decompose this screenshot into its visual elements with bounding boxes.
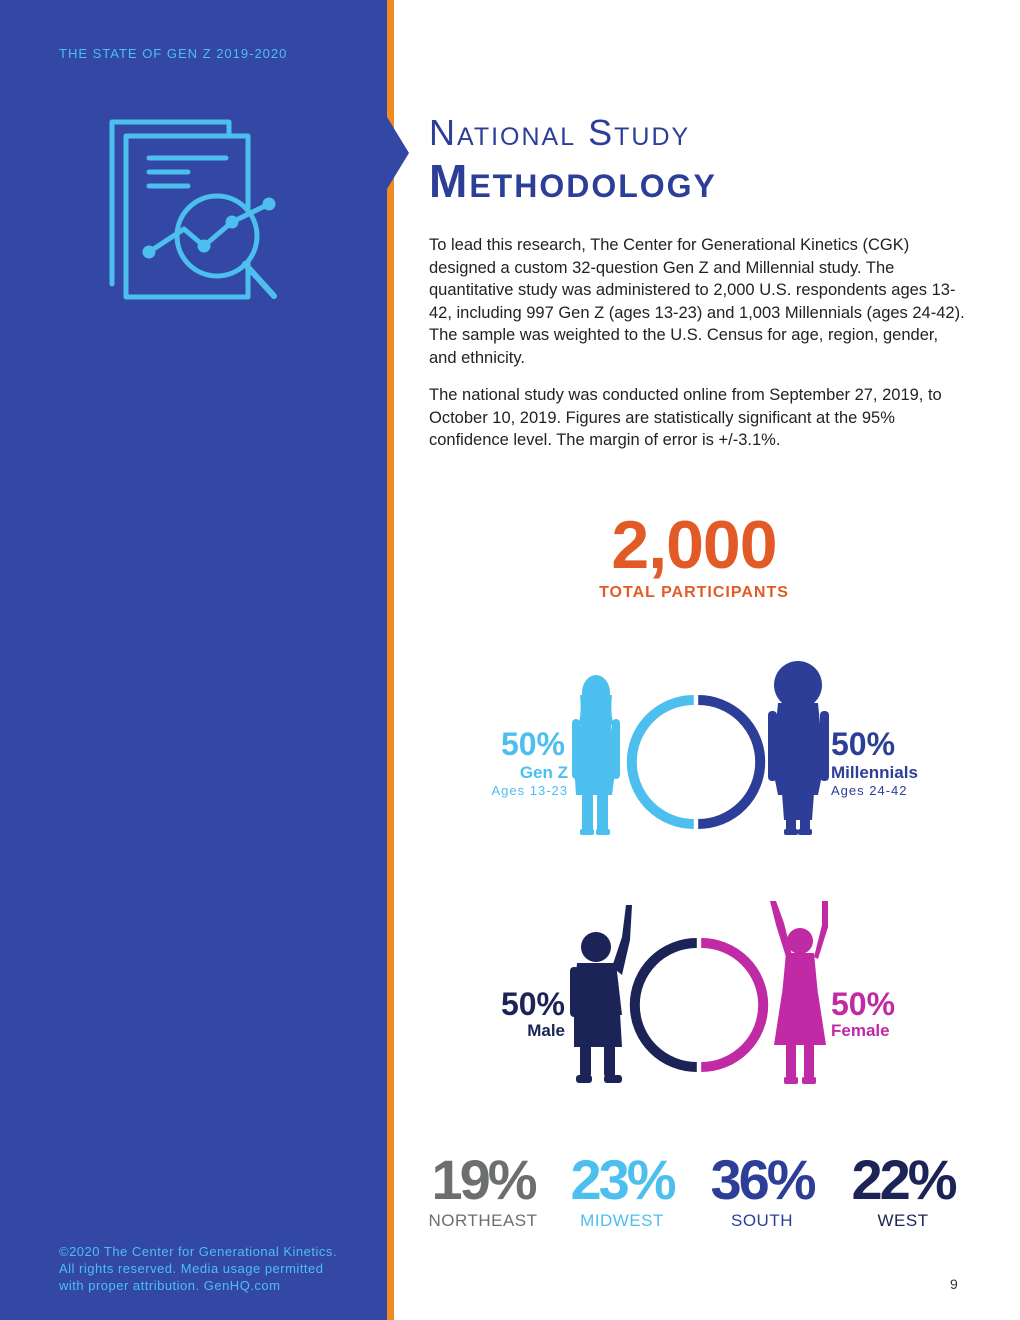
region-percent: 23% xyxy=(570,1148,674,1211)
region-percent: 22% xyxy=(851,1148,955,1211)
region-midwest xyxy=(557,1148,687,1230)
male-percent: 50% xyxy=(500,986,565,1022)
gender-split xyxy=(394,895,1020,1095)
female-ring-segment xyxy=(701,943,763,1067)
genz-percent: 50% xyxy=(500,726,565,762)
region-south xyxy=(697,1148,827,1230)
region-northeast xyxy=(418,1148,548,1230)
genz-ring-segment xyxy=(632,700,694,824)
title-line-2: Methodology xyxy=(429,155,717,207)
page-number: 9 xyxy=(950,1276,958,1292)
region-label: NORTHEAST xyxy=(428,1211,538,1230)
millennial-percent: 50% xyxy=(831,726,896,762)
millennial-age-range: Ages 24-42 xyxy=(831,783,908,798)
millennial-label: Millennials xyxy=(831,763,918,782)
document-analytics-icon xyxy=(104,114,284,306)
region-label: WEST xyxy=(877,1211,929,1230)
sidebar-header: THE STATE OF GEN Z 2019-2020 xyxy=(59,46,288,61)
female-percent: 50% xyxy=(831,986,896,1022)
male-silhouette-icon xyxy=(570,905,632,1083)
millennial-silhouette-icon xyxy=(768,661,829,835)
region-percent: 19% xyxy=(431,1148,535,1211)
genz-age-range: Ages 13-23 xyxy=(491,783,568,798)
male-label: Male xyxy=(527,1021,565,1040)
copyright-line: ©2020 The Center for Generational Kinetics. xyxy=(59,1244,337,1259)
generation-split xyxy=(394,655,1020,845)
methodology-paragraph-2: The national study was conducted online from September 27, 2019, to October 10, 2019. Figures are statistically significant at the 95% confidence level. The margin of error is +/-3.1%. xyxy=(429,386,942,449)
title-line-1: National Study xyxy=(429,112,691,153)
genz-label: Gen Z xyxy=(519,763,568,782)
male-ring-segment xyxy=(635,943,697,1067)
genz-silhouette-icon xyxy=(572,675,620,835)
female-label: Female xyxy=(831,1021,890,1040)
sidebar-pointer xyxy=(387,117,409,189)
methodology-paragraph-1: To lead this research, The Center for Generational Kinetics (CGK) designed a custom 32-question Gen Z and Millennial study. The quantitative study was administered to 2,000 U.S. respondents ages 13-42, including 997 Gen Z (ages 13-23) and 1,003 Millennials (ages 24-42). The sample was weighted to the U.S. Census for age, region, gender, and ethnicity. xyxy=(429,236,965,367)
total-participants-value: 2,000 xyxy=(611,507,777,583)
female-silhouette-icon xyxy=(770,901,828,1084)
region-label: SOUTH xyxy=(731,1211,793,1230)
total-participants-label: TOTAL PARTICIPANTS xyxy=(599,584,789,601)
region-label: MIDWEST xyxy=(580,1211,664,1230)
region-west xyxy=(838,1148,968,1230)
copyright-line: All rights reserved. Media usage permitted xyxy=(59,1261,324,1276)
millennial-ring-segment xyxy=(698,700,760,824)
accent-bar xyxy=(387,0,394,1320)
copyright-note xyxy=(59,1243,369,1294)
copyright-line: with proper attribution. GenHQ.com xyxy=(59,1278,281,1293)
region-percent: 36% xyxy=(710,1148,814,1211)
